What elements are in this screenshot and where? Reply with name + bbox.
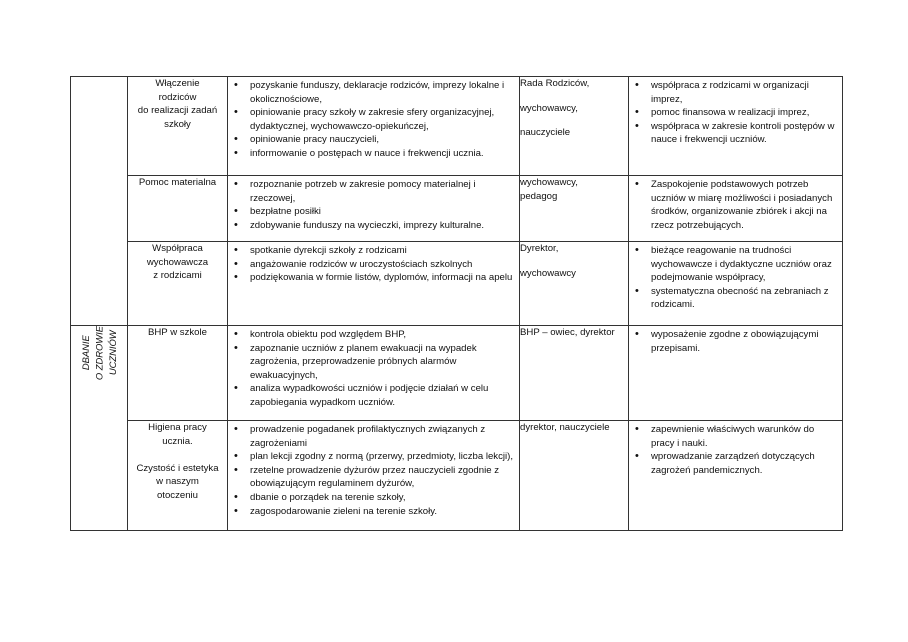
results-list [629, 421, 842, 479]
task-line: otoczeniu [156, 489, 199, 501]
task-cell [128, 176, 228, 242]
list-item: • prowadzenie pogadanek profilaktycznych związanych z zagrożeniami [228, 423, 515, 450]
plan-table-body [71, 77, 843, 531]
task-line: w naszym [156, 476, 199, 488]
responsible-cell [520, 421, 629, 531]
responsible-line: wychowawcy, [520, 177, 578, 188]
activities-cell [228, 242, 520, 326]
list-item: • rozpoznanie potrzeb w zakresie pomocy materialnej i rzeczowej, [228, 178, 515, 205]
task-line: Higiena pracy [148, 422, 207, 433]
responsible-line: wychowawcy [520, 267, 576, 279]
task-line: Czystość i estetyka [136, 462, 219, 474]
list-item: • opiniowanie pracy szkoły w zakresie sfery organizacyjnej, dydaktycznej, wychowawczo-opiekuńczej, [228, 106, 515, 133]
responsible-line: wychowawcy, [520, 102, 578, 114]
table-row [71, 326, 843, 421]
activities-cell [228, 176, 520, 242]
responsible-cell [520, 326, 629, 421]
task-line: ucznia. [162, 435, 193, 447]
results-list [629, 242, 842, 314]
list-item: • zapoznanie uczniów z planem ewakuacji na wypadek zagrożenia, przeprowadzenie próbnych alarmów ewakuacyjnych, [228, 342, 515, 383]
list-item: • podziękowania w formie listów, dyplomów, informacji na apelu [228, 271, 515, 285]
activities-list [228, 77, 519, 163]
list-item: • rzetelne prowadzenie dyżurów przez nauczycieli zgodnie z obowiązującym regulaminem dyżurów, [228, 464, 515, 491]
results-cell [629, 421, 843, 531]
area-label-line: UCZNIÓW [106, 330, 118, 376]
list-item: • systematyczna obecność na zebraniach z rodzicami. [629, 285, 838, 312]
task-line: Pomoc materialna [138, 177, 217, 188]
task-line: z rodzicami [153, 270, 202, 282]
results-cell [629, 176, 843, 242]
task-line: wychowawcza [146, 256, 209, 268]
list-item: • angażowanie rodziców w uroczystościach szkolnych [228, 258, 515, 272]
table-row [71, 77, 843, 176]
responsible-line: Rada Rodziców, [520, 78, 590, 89]
responsible-cell [520, 77, 629, 176]
task-line [128, 448, 227, 462]
table-row [71, 242, 843, 326]
activities-list [228, 326, 519, 412]
responsible-cell [520, 242, 629, 326]
list-item: • plan lekcji zgodny z normą (przerwy, przedmioty, liczba lekcji), [228, 450, 515, 464]
plan-table [70, 76, 843, 531]
responsible-cell [520, 176, 629, 242]
activities-cell [228, 77, 520, 176]
list-item: • wyposażenie zgodne z obowiązującymi przepisami. [629, 328, 838, 355]
task-cell [128, 77, 228, 176]
results-cell [629, 326, 843, 421]
activities-list [228, 242, 519, 287]
results-cell [629, 242, 843, 326]
responsible-line: nauczyciele [520, 127, 571, 139]
task-line: Włączenie [155, 78, 200, 89]
results-cell [629, 77, 843, 176]
list-item: • opiniowanie pracy nauczycieli, [228, 133, 515, 147]
list-item: • Zaspokojenie podstawowych potrzeb uczniów w miarę możliwości i posiadanych środków, organizowanie zbiórek i akcji na rzecz potrzebujących. [629, 178, 838, 232]
list-item: • spotkanie dyrekcji szkoły z rodzicami [228, 244, 515, 258]
task-line: szkoły [164, 118, 191, 130]
list-item: • pozyskanie funduszy, deklaracje rodziców, imprezy lokalne i okolicznościowe, [228, 79, 515, 106]
area-cell [71, 77, 128, 326]
task-cell [128, 326, 228, 421]
task-line: rodziców [158, 91, 197, 103]
list-item: • współpraca w zakresie kontroli postępów w nauce i frekwencji uczniów. [629, 120, 838, 147]
responsible-line: Dyrektor, [520, 243, 559, 254]
responsible-line: BHP – owiec, dyrektor [520, 327, 615, 338]
results-list [629, 77, 842, 149]
task-cell [128, 242, 228, 326]
list-item: • dbanie o porządek na terenie szkoły, [228, 491, 515, 505]
list-item: • bezpłatne posiłki [228, 205, 515, 219]
responsible-line: dyrektor, nauczyciele [520, 422, 610, 433]
task-line: do realizacji zadań [137, 105, 218, 117]
list-item: • wprowadzanie zarządzeń dotyczących zagrożeń pandemicznych. [629, 450, 838, 477]
list-item: • pomoc finansowa w realizacji imprez, [629, 106, 838, 120]
activities-cell [228, 326, 520, 421]
area-label-line: O ZDROWIE [93, 326, 105, 381]
list-item: • analiza wypadkowości uczniów i podjęcie działań w celu zapobiegania wypadkom uczniów. [228, 382, 515, 409]
results-list [629, 326, 842, 357]
results-list [629, 176, 842, 234]
responsible-line: pedagog [520, 190, 558, 202]
task-line: BHP w szkole [147, 327, 207, 338]
list-item: • zdobywanie funduszy na wycieczki, imprezy kulturalne. [228, 219, 515, 233]
activities-list [228, 176, 519, 234]
list-item: • informowanie o postępach w nauce i frekwencji ucznia. [228, 147, 515, 161]
table-row [71, 421, 843, 531]
list-item: • zapewnienie właściwych warunków do pracy i nauki. [629, 423, 838, 450]
area-cell [71, 326, 128, 531]
table-row [71, 176, 843, 242]
activities-list [228, 421, 519, 520]
area-label-line: DBANIE [79, 335, 91, 371]
activities-cell [228, 421, 520, 531]
list-item: • zagospodarowanie zieleni na terenie szkoły. [228, 505, 515, 519]
area-label [79, 326, 120, 380]
list-item: • kontrola obiektu pod względem BHP, [228, 328, 515, 342]
list-item: • bieżące reagowanie na trudności wychowawcze i dydaktyczne uczniów oraz podejmowanie współpracy, [629, 244, 838, 285]
task-cell [128, 421, 228, 531]
task-line: Współpraca [152, 243, 203, 254]
list-item: • współpraca z rodzicami w organizacji imprez, [629, 79, 838, 106]
